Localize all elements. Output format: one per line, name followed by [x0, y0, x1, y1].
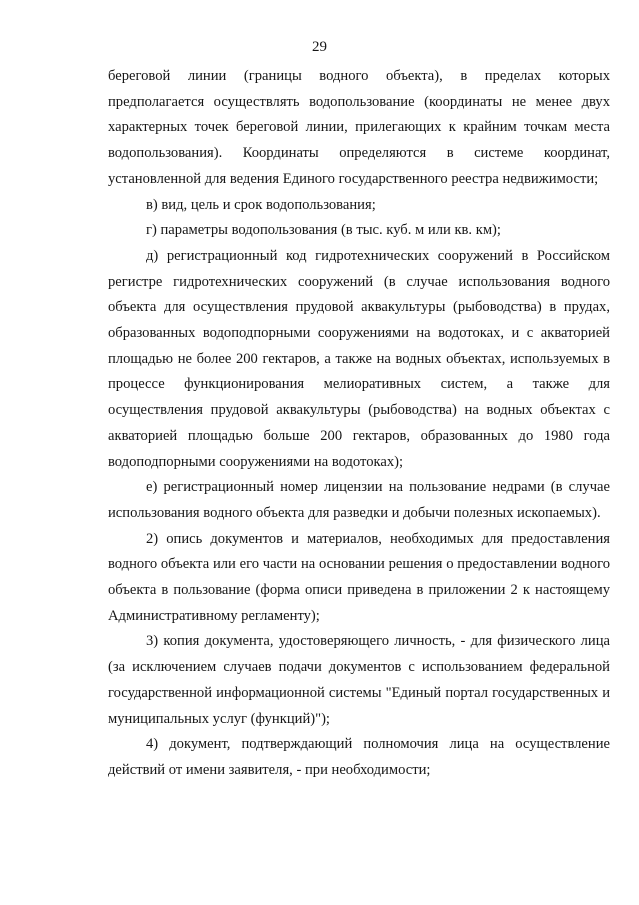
paragraph-shoreline-coordinates: береговой линии (границы водного объекта), в пределах которых предполагается осуществлять водопользование (координаты не менее двух характерных точек береговой линии, прилегающих к крайним точкам места водопользования). Координаты определяются в системе координат, установленной для ведения Единого государственного реестра недвижимости; — [108, 68, 610, 187]
page-number: 29 — [312, 39, 327, 55]
paragraph-item-g: г) параметры водопользования (в тыс. куб. м или кв. км); — [146, 222, 501, 239]
paragraph-item-4: 4) документ, подтверждающий полномочия лица на осуществление действий от имени заявителя, - при необходимости; — [108, 736, 610, 778]
paragraph-item-v: в) вид, цель и срок водопользования; — [146, 196, 376, 213]
paragraph-item-3: 3) копия документа, удостоверяющего личность, - для физического лица (за исключением случаев подачи документов с использованием федеральной государственной информационной системы "Единый портал государственных и муниципальных услуг (функций)"); — [108, 633, 610, 727]
paragraph-item-2: 2) опись документов и материалов, необходимых для предоставления водного объекта или его части на основании решения о предоставлении водного объекта в пользование (форма описи приведена в приложении 2 к настоящему Административному регламенту); — [108, 530, 610, 624]
document-body — [108, 64, 610, 784]
paragraph-item-e: е) регистрационный номер лицензии на пользование недрами (в случае использования водного объекта для разведки и добычи полезных ископаемых). — [108, 479, 610, 521]
paragraph-item-d: д) регистрационный код гидротехнических сооружений в Российском регистре гидротехнических сооружений (в случае использования водного объекта для осуществления прудовой аквакультуры (рыбоводства) в прудах, образованных водоподпорными сооружениями на водотоках, и с акваторией площадью не более 200 гектаров, а также на водных объектах, используемых в процессе функционирования мелиоративных систем, а также для осуществления прудовой аквакультуры (рыбоводства) на водных объектах с акваторией площадью больше 200 гектаров, образованных до 1980 года водоподпорными сооружениями на водотоках); — [108, 247, 610, 470]
